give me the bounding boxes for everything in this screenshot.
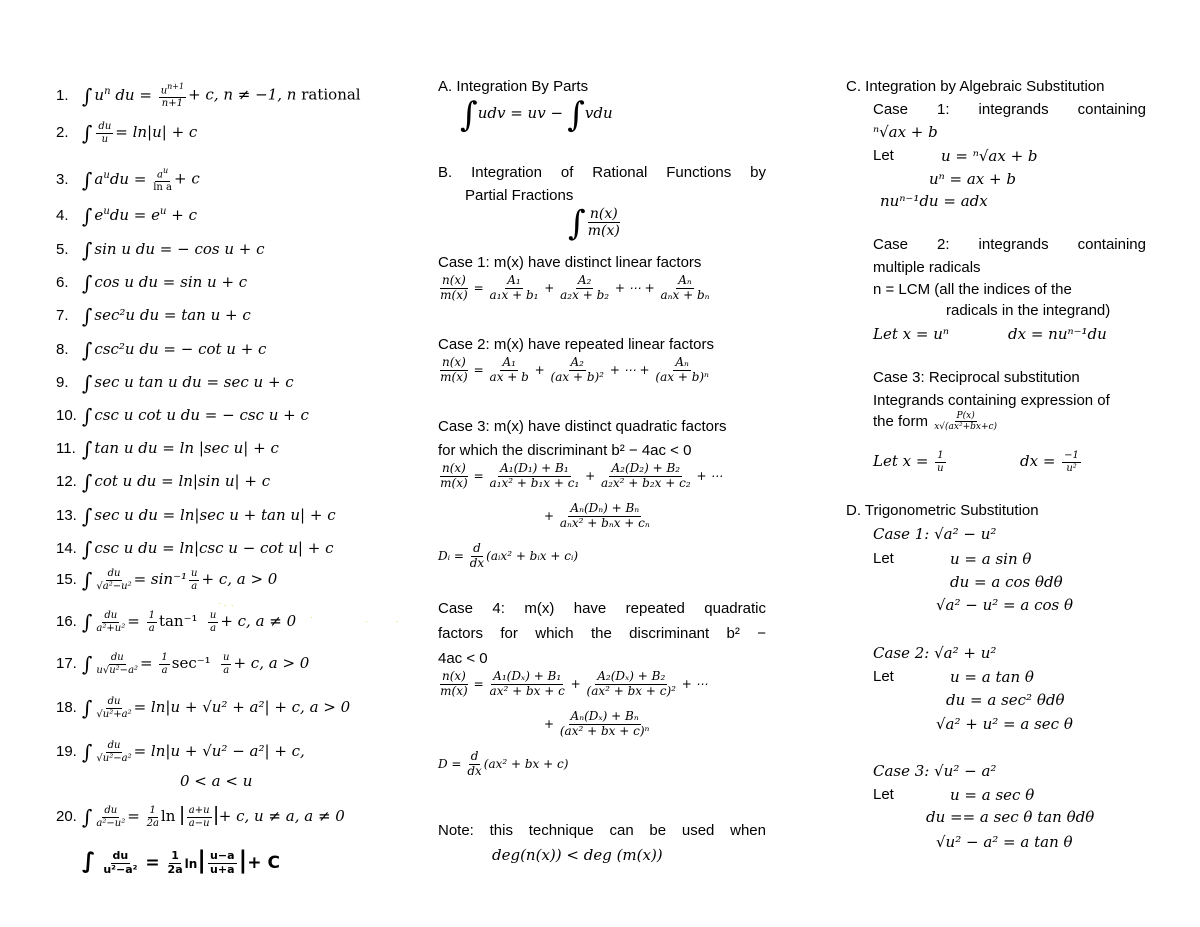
d-case-2-let: Let: [873, 668, 894, 685]
c-case-2-lcm: n = LCM (all the indices of the: [873, 281, 1072, 298]
case-4-condition: factors for which the discriminant b² −: [438, 625, 766, 642]
stray-marks: ·: [310, 612, 313, 622]
c-let-3: Let x = $\frac{1}{u}$: [873, 450, 944, 474]
stray-marks: · ·: [365, 616, 399, 626]
stray-marks: · . .: [218, 598, 234, 608]
d-case-2-eq3: √a² + u² = a sec θ: [936, 715, 1073, 733]
case-1-title: Case 1: m(x) have distinct linear factors: [438, 254, 702, 271]
section-c-title: C. Integration by Algebraic Substitution: [846, 78, 1105, 95]
formula-15: 15. ∫ $\frac{du}{\text{√a²−u²}}$ = sin⁻¹ $\frac{u}{a}$ + c, a > 0: [56, 568, 278, 592]
c-let-2b: dx = nuⁿ⁻¹du: [1008, 325, 1107, 343]
formula-18: 18. ∫ $\frac{du}{\text{√u²+a²}}$ = ln|u + √u² + a²| + c, a > 0: [56, 696, 351, 720]
d-case-3-eq2: du == a sec θ tan θdθ: [926, 808, 1095, 826]
d-case-1-eq1: u = a sin θ: [950, 550, 1032, 568]
section-b-title: B. Integration of Rational Functions by: [438, 164, 766, 181]
d-case-3-eq1: u = a sec θ: [950, 786, 1035, 804]
case-4-condition-end: 4ac < 0: [438, 650, 488, 667]
formula-11: 11. ∫ tan u du = ln |sec u| + c: [56, 437, 279, 461]
formula-7: 7. ∫ sec²u du = tan u + c: [56, 304, 251, 328]
c-case-2-lcm-cont: radicals in the integrand): [946, 302, 1111, 319]
formula-9: 9. ∫ sec u tan u du = sec u + c: [56, 371, 294, 395]
d-case-2-eq1: u = a tan θ: [950, 668, 1034, 686]
c-eq-1: u = ⁿ√ax + b: [941, 147, 1038, 165]
integration-by-parts-formula: ∫udv = uv − ∫vdu: [460, 95, 613, 135]
case-3-condition: for which the discriminant b² − 4ac < 0: [438, 442, 692, 459]
case-3-formula: $\frac{n(x)}{m(x)}$ = $\frac{\text{A₁(D₁) + B₁}}{\text{a₁x² + b₁x + c₁}}$ + $\frac{\text{A₂(D₂) + B₂}}{\text{a₂x² + b₂x + c₂}}$ + ⋯: [440, 461, 723, 490]
note-condition: deg(n(x)) < deg (m(x)): [492, 846, 663, 864]
section-b-subtitle: Partial Fractions: [465, 187, 574, 204]
case-4-formula: $\frac{n(x)}{m(x)}$ = $\frac{\text{A₁(Dₓ) + B₁}}{\text{ax² + bx + c}}$ + $\frac{\text{A₂(Dₓ) + B₂}}{\text{(ax² + bx + c)²}}$ + ⋯: [440, 669, 708, 698]
formula-5: 5. ∫ sin u du = − cos u + c: [56, 238, 265, 262]
case-2-title: Case 2: m(x) have repeated linear factors: [438, 336, 714, 353]
formula-8: 8. ∫ csc²u du = − cot u + c: [56, 338, 267, 362]
d-case-3-eq3: √u² − a² = a tan θ: [936, 833, 1073, 851]
c-case-1-title: Case 1: integrands containing: [873, 101, 1146, 118]
formula-19: 19. ∫ $\frac{du}{\text{√u²−a²}}$ = ln|u + √u² − a²| + c,: [56, 740, 305, 764]
case-2-formula: $\frac{n(x)}{m(x)}$ = $\frac{\text{A₁}}{ax + b}$ + $\frac{\text{A₂}}{\text{(ax + b)²}}$ + ⋯ + $\frac{\text{Aₙ}}{\text{(ax + b)ⁿ}}$: [440, 355, 709, 384]
formula-10: 10. ∫ csc u cot u du = − csc u + c: [56, 404, 309, 428]
formula-14: 14. ∫ csc u du = ln|csc u − cot u| + c: [56, 537, 334, 561]
formula-3: 3. ∫ $a^udu$ = $\frac{a^u}{\text{ln a}}$ + c: [56, 166, 200, 193]
formula-6: 6. ∫ cos u du = sin u + c: [56, 271, 248, 295]
d-case-1-let: Let: [873, 550, 894, 567]
case-1-formula: $\frac{n(x)}{m(x)}$ = $\frac{\text{A₁}}{\text{a₁x + b₁}}$ + $\frac{\text{A₂}}{\text{a₂x + b₂}}$ + ⋯ + $\frac{\text{Aₙ}}{\text{aₙx + bₙ}}$: [440, 273, 710, 302]
c-let-1: Let: [873, 147, 894, 164]
c-case-2-title: Case 2: integrands containing: [873, 236, 1146, 253]
d-case-2: Case 2: √a² + u²: [873, 644, 997, 662]
d-case-2-eq2: du = a sec² θdθ: [946, 691, 1065, 709]
d-case-1-eq2: du = a cos θdθ: [950, 573, 1063, 591]
case-3-derivative: Dᵢ = $\frac{d}{dx}$ (aᵢx² + bᵢx + cᵢ): [438, 541, 579, 570]
formula-1: 1. ∫ $u^n$ du = $\frac{u^{n+1}}{n+1}$ + c, n ≠ −1, n rational: [56, 82, 361, 109]
c-let-2: Let x = uⁿ: [873, 325, 949, 343]
case-4-formula-cont: + $\frac{\text{Aₙ(Dₓ) + Bₙ}}{\text{(ax² + bx + c)ⁿ}}$: [544, 709, 650, 738]
c-eq-3: nuⁿ⁻¹du = adx: [880, 192, 988, 210]
section-a-title: A. Integration By Parts: [438, 78, 589, 95]
formula-19-condition: 0 < a < u: [180, 772, 253, 790]
c-eq-2: uⁿ = ax + b: [929, 170, 1016, 188]
formula-20: 20. ∫ $\frac{du}{\text{a²−u²}}$ = $\frac{1}{2a}$ ln | $\frac{a+u}{a-u}$ |+ c, u ≠ a, a ≠ 0: [56, 804, 345, 829]
formula-4: 4. ∫ $e^udu = e^u + c$: [56, 204, 197, 228]
formula-17: 17. ∫ $\frac{du}{\text{u√u²−a²}}$ = $\frac{1}{a}$ sec⁻¹ $\frac{u}{a}$ + c, a > 0: [56, 652, 310, 676]
note-text: Note: this technique can be used when: [438, 822, 766, 839]
c-case-3-title: Case 3: Reciprocal substitution: [873, 369, 1080, 386]
d-case-3: Case 3: √u² − a²: [873, 762, 997, 780]
c-case-3-sub: Integrands containing expression of: [873, 392, 1110, 409]
d-case-3-let: Let: [873, 786, 894, 803]
case-3-formula-cont: + $\frac{\text{Aₙ(Dₙ) + Bₙ}}{\text{aₙx² + bₙx + cₙ}}$: [544, 501, 650, 530]
c-case-1-radical: ⁿ√ax + b: [873, 123, 938, 141]
c-case-2-sub: multiple radicals: [873, 259, 981, 276]
case-3-title: Case 3: m(x) have distinct quadratic factors: [438, 418, 727, 435]
handwritten-formula: ∫ $\frac{du}{\text{u²−a²}}$ = $\frac{1}{2a}$ ln| $\frac{u-a}{u+a}$ |+ C: [82, 846, 280, 876]
formula-16: 16. ∫ $\frac{du}{\text{a²+u²}}$ = $\frac{1}{a}$ tan⁻¹ $\frac{u}{a}$ + c, a ≠ 0: [56, 610, 297, 634]
case-4-derivative: D = $\frac{d}{dx}$ (ax² + bx + c): [438, 749, 569, 778]
c-let-3b: dx = $\frac{-1}{\text{u²}}$: [1020, 450, 1079, 474]
rational-integral: ∫ $\frac{n(x)}{m(x)}$: [568, 203, 620, 244]
d-case-1: Case 1: √a² − u²: [873, 525, 997, 543]
d-case-1-eq3: √a² − u² = a cos θ: [936, 596, 1074, 614]
formula-2: 2. ∫ $\frac{du}{u}$ = ln|u| + c: [56, 121, 198, 145]
formula-13: 13. ∫ sec u du = ln|sec u + tan u| + c: [56, 504, 336, 528]
case-4-title: Case 4: m(x) have repeated quadratic: [438, 600, 766, 617]
formula-12: 12. ∫ cot u du = ln|sin u| + c: [56, 470, 271, 494]
c-case-3-form: the form $\frac{P(x)}{\text{x√(ax²+bx+c)}}$: [873, 411, 998, 433]
section-d-title: D. Trigonometric Substitution: [846, 502, 1039, 519]
